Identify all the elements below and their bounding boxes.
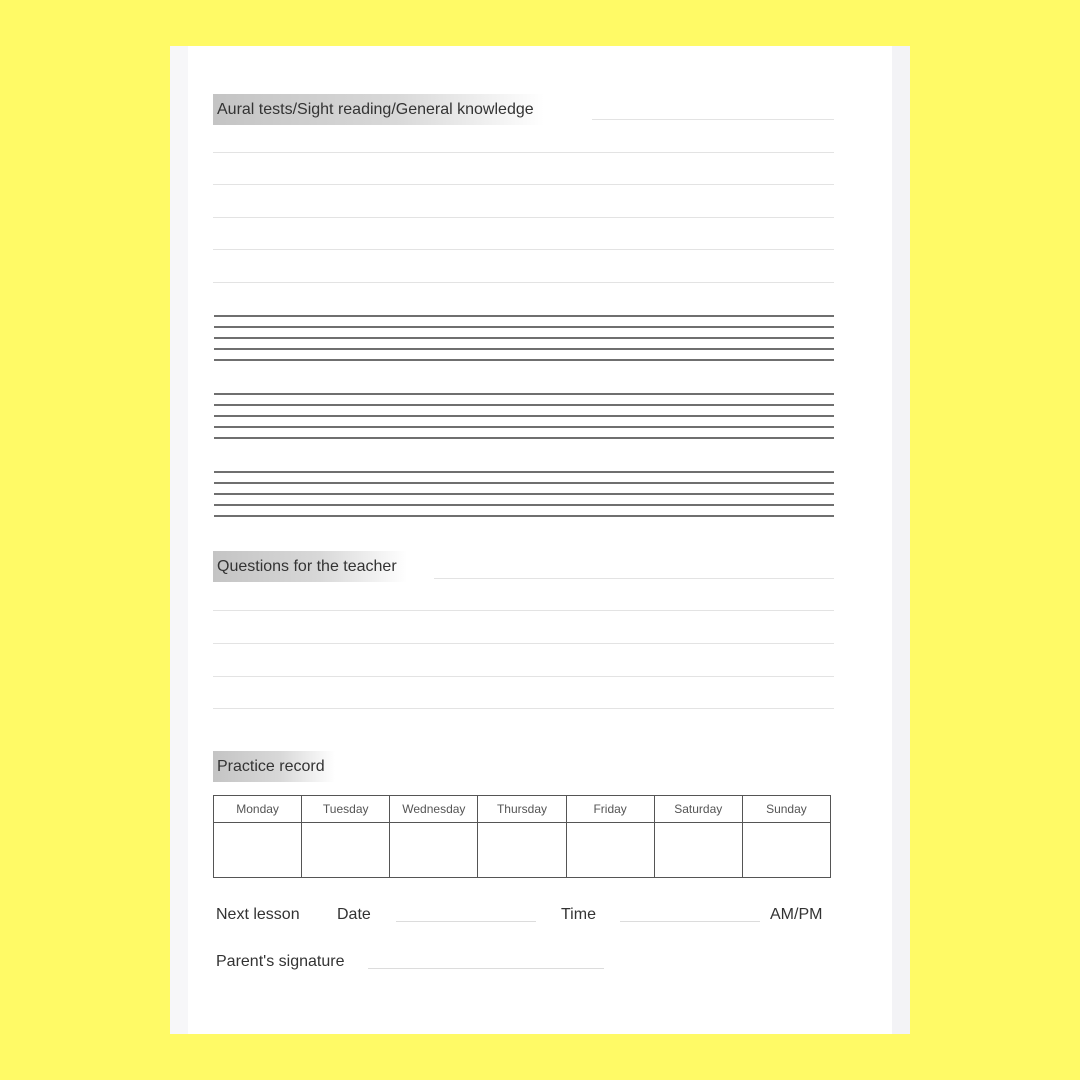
questions-writing-line[interactable] bbox=[213, 643, 834, 644]
practice-cell-sunday[interactable] bbox=[742, 823, 830, 878]
staff-line bbox=[214, 482, 834, 484]
questions-writing-line[interactable] bbox=[213, 610, 834, 611]
staff-line bbox=[214, 348, 834, 350]
aural-writing-line[interactable] bbox=[213, 184, 834, 185]
aural-section-heading: Aural tests/Sight reading/General knowledge bbox=[213, 94, 544, 125]
practice-cell-saturday[interactable] bbox=[654, 823, 742, 878]
day-header-saturday: Saturday bbox=[654, 796, 742, 823]
staff-line bbox=[214, 359, 834, 361]
practice-header-row bbox=[214, 796, 831, 823]
signature-blank-line[interactable] bbox=[368, 968, 604, 969]
practice-cell-wednesday[interactable] bbox=[390, 823, 478, 878]
worksheet-page bbox=[170, 46, 910, 1034]
practice-cell-friday[interactable] bbox=[566, 823, 654, 878]
staff-line bbox=[214, 393, 834, 395]
staff-line bbox=[214, 415, 834, 417]
staff-line bbox=[214, 337, 834, 339]
staff-line bbox=[214, 326, 834, 328]
music-staff[interactable] bbox=[214, 393, 834, 439]
aural-writing-line[interactable] bbox=[213, 152, 834, 153]
day-header-wednesday: Wednesday bbox=[390, 796, 478, 823]
questions-writing-line[interactable] bbox=[213, 676, 834, 677]
time-label: Time bbox=[561, 906, 596, 923]
day-header-thursday: Thursday bbox=[478, 796, 566, 823]
questions-section-heading: Questions for the teacher bbox=[213, 551, 407, 582]
staff-line bbox=[214, 315, 834, 317]
staff-line bbox=[214, 437, 834, 439]
staff-line bbox=[214, 404, 834, 406]
music-staff[interactable] bbox=[214, 471, 834, 517]
ampm-label: AM/PM bbox=[770, 906, 823, 923]
questions-writing-line[interactable] bbox=[213, 708, 834, 709]
time-blank-line[interactable] bbox=[620, 921, 760, 922]
staff-line bbox=[214, 493, 834, 495]
date-blank-line[interactable] bbox=[396, 921, 536, 922]
music-staff[interactable] bbox=[214, 315, 834, 361]
staff-line bbox=[214, 515, 834, 517]
aural-writing-line[interactable] bbox=[213, 249, 834, 250]
practice-record-table bbox=[213, 795, 831, 878]
staff-line bbox=[214, 504, 834, 506]
next-lesson-label: Next lesson bbox=[216, 906, 300, 923]
questions-title-line[interactable] bbox=[434, 578, 834, 579]
practice-cell-tuesday[interactable] bbox=[302, 823, 390, 878]
day-header-tuesday: Tuesday bbox=[302, 796, 390, 823]
staff-line bbox=[214, 471, 834, 473]
date-label: Date bbox=[337, 906, 371, 923]
day-header-monday: Monday bbox=[214, 796, 302, 823]
practice-cell-thursday[interactable] bbox=[478, 823, 566, 878]
signature-label: Parent's signature bbox=[216, 953, 345, 970]
practice-entry-row bbox=[214, 823, 831, 878]
practice-section-heading: Practice record bbox=[213, 751, 335, 782]
practice-cell-monday[interactable] bbox=[214, 823, 302, 878]
aural-writing-line[interactable] bbox=[213, 282, 834, 283]
staff-line bbox=[214, 426, 834, 428]
aural-writing-line[interactable] bbox=[213, 217, 834, 218]
day-header-sunday: Sunday bbox=[742, 796, 830, 823]
day-header-friday: Friday bbox=[566, 796, 654, 823]
aural-title-line[interactable] bbox=[592, 119, 834, 120]
